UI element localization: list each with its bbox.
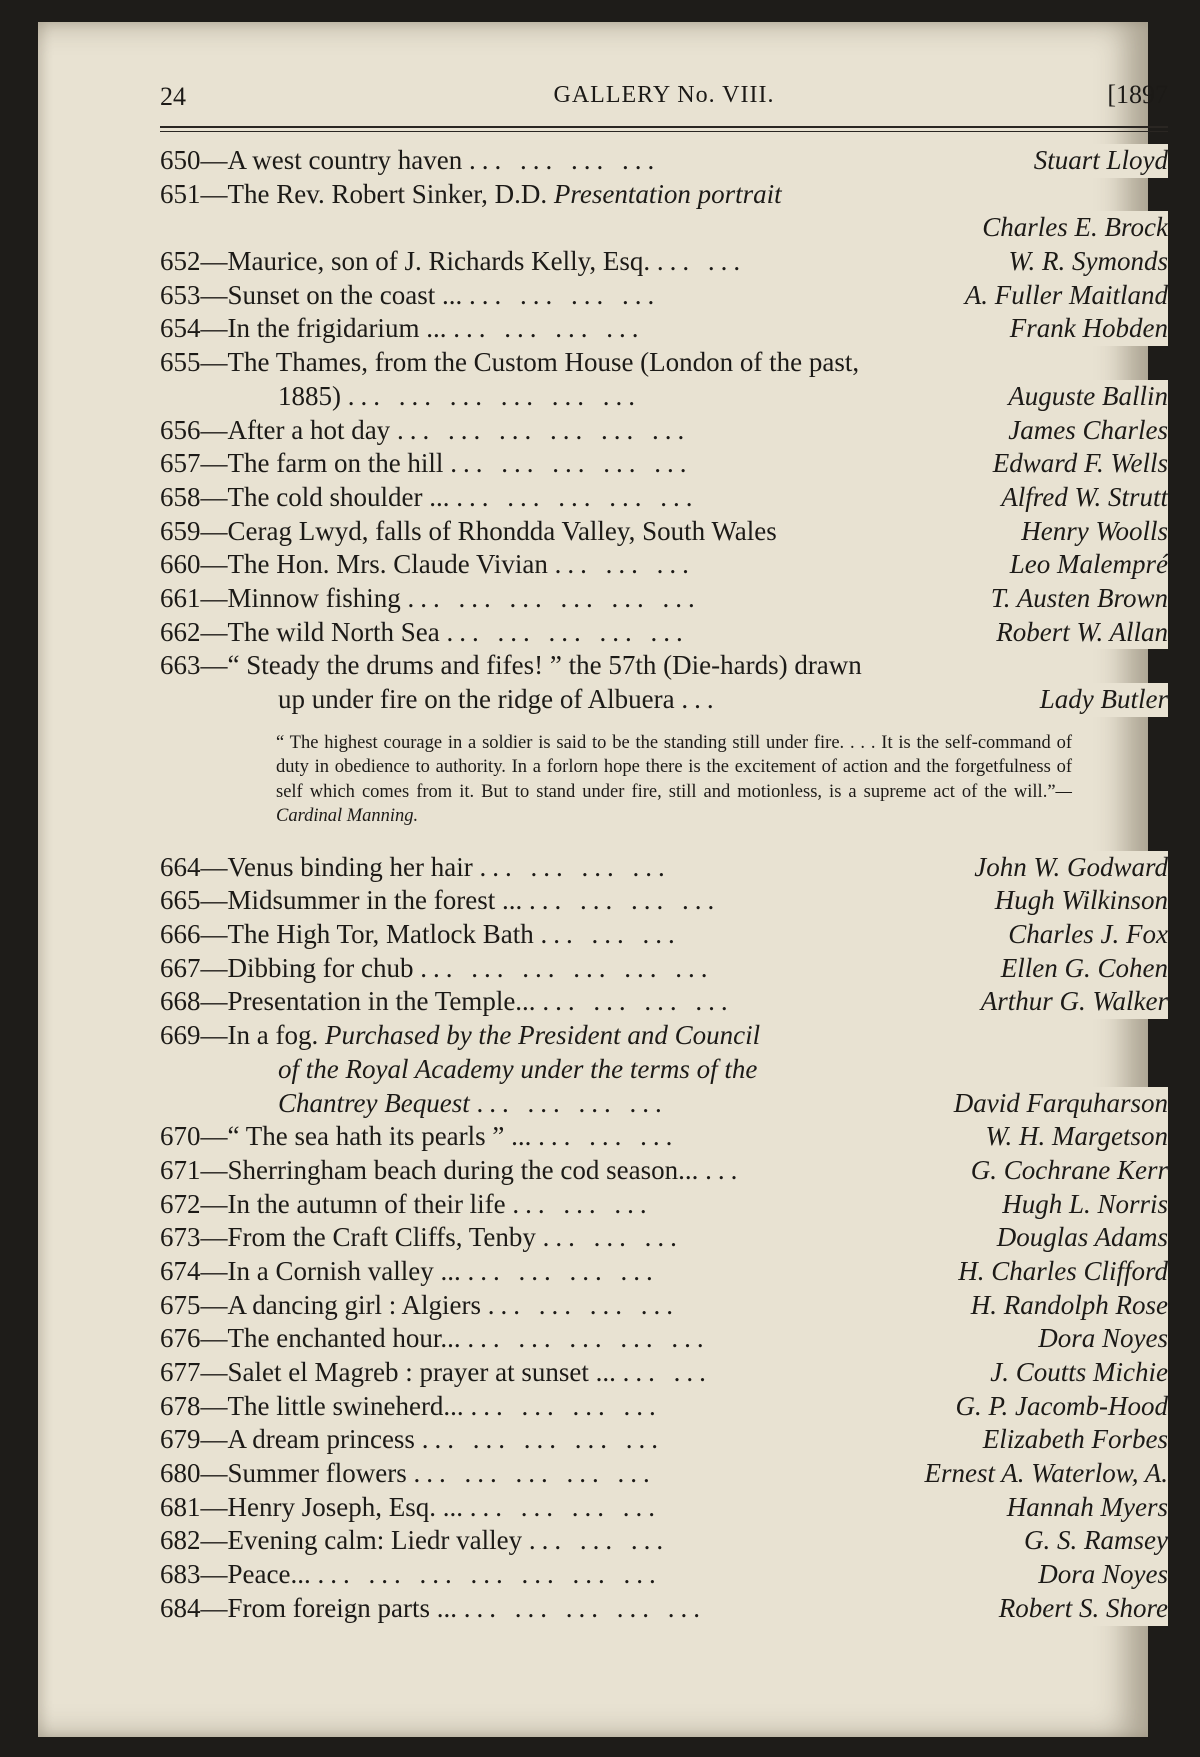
header-rule-thin [160, 131, 1168, 132]
entry-lead [160, 918, 681, 952]
entry-number: 667 [160, 952, 201, 983]
entry-title: The enchanted hour... [227, 1323, 461, 1354]
entry-lead [278, 1087, 668, 1121]
header-rule [160, 126, 1168, 128]
entry-dash: — [200, 1390, 228, 1421]
entry-lead [160, 515, 777, 549]
leader-dots: ... ... ... [554, 549, 695, 580]
entry-number: 675 [160, 1289, 201, 1320]
entry-dash: — [200, 1357, 228, 1387]
entry-number: 652 [160, 246, 201, 277]
catalogue-entry [160, 1255, 1168, 1289]
entry-artist: Lady Butler [1036, 683, 1168, 717]
entry-artist: H. Charles Clifford [954, 1255, 1168, 1289]
entry-artist: G. P. Jacomb-Hood [952, 1390, 1168, 1424]
leader-dots: ... ... ... ... [468, 279, 661, 310]
entry-dash: — [200, 952, 228, 983]
entry-title: Presentation in the Temple... [227, 986, 536, 1017]
leader-dots: ... ... [622, 1357, 712, 1387]
leader-dots: ... ... ... ... ... [446, 616, 689, 647]
leader-dots: ... ... ... [540, 919, 681, 950]
catalogue-entry [160, 1356, 1168, 1390]
entry-lead [160, 346, 859, 380]
entry-artist: Ernest A. Waterlow, A. [920, 1457, 1168, 1491]
entry-artist: Henry Woolls [1017, 515, 1168, 549]
entry-title: The wild North Sea [227, 616, 440, 647]
entry-lead [160, 1188, 653, 1222]
catalogue-entry [160, 1457, 1168, 1491]
leader-dots: ... ... ... [538, 1121, 679, 1152]
entry-title: “ Steady the drums and fifes! ” the 57th (Die-hards) drawn [227, 650, 862, 681]
entry-lead [278, 683, 720, 717]
leader-dots: ... ... ... ... [479, 851, 671, 882]
leader-dots: ... ... ... ... ... [463, 1592, 706, 1623]
entry-number: 674 [160, 1255, 201, 1286]
entry-dash: — [200, 347, 228, 378]
entry-title: up under fire on the ridge of Albuera [278, 684, 675, 714]
entry-note: Purchased by the President and Council [324, 1020, 761, 1051]
entry-artist: Alfred W. Strutt [997, 481, 1168, 515]
catalogue-entry [160, 1322, 1168, 1356]
manning-quote [276, 731, 1072, 829]
catalogue-entry [160, 851, 1168, 885]
entry-artist: Robert S. Shore [995, 1592, 1168, 1626]
leader-dots: ... ... ... ... ... ... [396, 414, 691, 445]
entry-title: From the Craft Cliffs, Tenby [227, 1222, 536, 1253]
entry-number: 682 [160, 1525, 201, 1556]
entry-number: 669 [160, 1020, 201, 1051]
entry-number: 655 [160, 347, 201, 378]
entry-lead [160, 178, 782, 212]
entry-artist: Dora Noyes [1034, 1558, 1168, 1592]
leader-dots: ... ... ... ... ... [421, 1424, 664, 1455]
entry-title: Salet el Magreb : prayer at sunset ... [227, 1357, 616, 1387]
leader-dots: ... [681, 684, 720, 714]
leader-dots: ... ... ... ... [469, 1491, 661, 1522]
entry-note: Presentation portrait [553, 178, 782, 209]
entry-number: 673 [160, 1222, 201, 1253]
entry-dash: — [200, 515, 228, 546]
entry-artist: David Farquharson [950, 1087, 1168, 1121]
entry-number: 662 [160, 616, 201, 647]
entry-title: “ The sea hath its pearls ” ... [227, 1121, 532, 1152]
entry-number: 663 [160, 650, 201, 681]
catalogue-entry [160, 582, 1168, 616]
catalogue-entry [160, 1558, 1168, 1592]
entry-title: Sherringham beach during the cod season... [227, 1154, 699, 1185]
entry-note: Chantrey Bequest [278, 1087, 470, 1118]
entry-title: 1885) [278, 380, 341, 411]
leader-dots: ... ... ... [542, 1222, 683, 1253]
entry-artist: Charles E. Brock [978, 211, 1168, 245]
entry-dash: — [200, 1289, 228, 1320]
entry-number: 680 [160, 1458, 201, 1489]
entry-title: The cold shoulder ... [227, 481, 450, 512]
quote-text: “ The highest courage in a soldier is said to be the standing still under fire. . . . It is the self-command of duty in obedience to authority. In a forlorn hope there is the excitement of action and the forgetfulness of self which comes from it. But to stand under fire, still and motionless, is a supreme act of the will.” [276, 732, 1072, 802]
catalogue-entry [160, 380, 1168, 414]
entry-number: 657 [160, 448, 201, 479]
entry-dash: — [200, 1592, 228, 1623]
entry-number: 677 [160, 1357, 201, 1387]
entry-lead [160, 414, 690, 448]
catalogue-entry [160, 952, 1168, 986]
entry-number: 668 [160, 986, 201, 1017]
entry-dash: — [200, 919, 228, 950]
catalogue-entry [160, 985, 1168, 1019]
leader-dots: ... ... ... ... [528, 885, 721, 916]
entry-artist: Douglas Adams [993, 1221, 1168, 1255]
leader-dots: ... ... ... ... [467, 1255, 659, 1286]
entry-lead [160, 481, 698, 515]
entry-lead [160, 985, 734, 1019]
entry-number: 653 [160, 279, 201, 310]
entry-number: 678 [160, 1390, 201, 1421]
entry-lead [160, 1390, 662, 1424]
entry-title: Peace... [227, 1559, 311, 1590]
entry-lead [160, 312, 644, 346]
entry-list-b [160, 851, 1168, 1626]
entry-note: of the Royal Academy under the terms of the [278, 1053, 758, 1084]
entry-dash: — [200, 582, 228, 613]
leader-dots: ... ... ... ... [487, 1289, 679, 1320]
entry-title: Henry Joseph, Esq. ... [227, 1491, 463, 1522]
entry-artist: T. Austen Brown [987, 582, 1168, 616]
entry-lead [278, 1053, 757, 1087]
catalogue-entry [160, 211, 1168, 245]
catalogue-entry [160, 683, 1168, 717]
entry-artist: Frank Hobden [1006, 312, 1168, 346]
entry-title: In the autumn of their life [227, 1188, 506, 1219]
catalogue-entry [160, 1491, 1168, 1525]
leader-dots: ... ... ... ... [453, 313, 645, 344]
entry-lead [160, 952, 713, 986]
entry-artist: John W. Godward [970, 851, 1168, 885]
entry-dash: — [200, 1559, 228, 1590]
leader-dots: ... ... ... ... ... ... ... [317, 1559, 662, 1590]
entry-dash: — [200, 178, 228, 209]
entry-title: The farm on the hill [227, 448, 444, 479]
leader-dots: ... ... ... ... [542, 986, 734, 1017]
leader-dots: ... ... [656, 246, 747, 277]
leader-dots: ... ... ... ... ... [450, 448, 693, 479]
entry-dash: — [200, 1255, 228, 1286]
entry-dash: — [200, 448, 228, 479]
entry-dash: — [200, 145, 228, 175]
entry-artist: Hannah Myers [1003, 1491, 1168, 1525]
catalogue-entry [160, 447, 1168, 481]
entry-lead [160, 548, 695, 582]
entry-lead [160, 649, 862, 683]
page-number: 24 [160, 82, 186, 111]
entry-title: Minnow fishing [227, 582, 401, 613]
entry-title: In a fog. [227, 1020, 319, 1051]
entry-title: Maurice, son of J. Richards Kelly, Esq. [227, 246, 651, 277]
leader-dots: ... ... ... [528, 1525, 670, 1556]
entry-lead [160, 1154, 743, 1188]
leader-dots: ... ... ... ... ... ... [420, 952, 714, 983]
entry-lead [160, 1255, 659, 1289]
entry-lead [160, 1019, 760, 1053]
entry-title: A dancing girl : Algiers [227, 1289, 481, 1320]
catalogue-entry [160, 1289, 1168, 1323]
leader-dots: ... [705, 1154, 744, 1185]
entry-dash: — [200, 1525, 228, 1556]
entry-artist: Arthur G. Walker [977, 985, 1168, 1019]
entry-dash: — [200, 1188, 228, 1219]
entry-title: Cerag Lwyd, falls of Rhondda Valley, South Wales [227, 515, 777, 546]
entry-dash: — [200, 549, 228, 580]
entry-artist: Leo Malempré [1006, 548, 1168, 582]
gallery-title: GALLERY No. VIII. [553, 82, 775, 108]
leader-dots: ... ... ... ... ... [467, 1323, 710, 1354]
entry-title: The Rev. Robert Sinker, D.D. [227, 178, 548, 209]
catalogue-entry [160, 1390, 1168, 1424]
entry-title: A west country haven [227, 145, 463, 175]
entry-dash: — [200, 279, 228, 310]
catalogue-entry [160, 1221, 1168, 1255]
leader-dots: ... ... ... ... [470, 1390, 662, 1421]
entry-lead [160, 1289, 679, 1323]
catalogue-entry [160, 1053, 1168, 1087]
entry-dash: — [200, 1323, 228, 1354]
entry-artist: Ellen G. Cohen [997, 952, 1168, 986]
page-year: [1897 [1107, 80, 1168, 109]
entry-title: The Hon. Mrs. Claude Vivian [227, 549, 548, 580]
leader-dots: ... ... ... ... [476, 1087, 668, 1118]
entry-number: 684 [160, 1592, 201, 1623]
entry-title: The Thames, from the Custom House (London of the past, [227, 347, 860, 378]
entry-title: A dream princess [227, 1424, 415, 1455]
catalogue-entry [160, 1592, 1168, 1626]
entry-title: After a hot day [227, 414, 391, 445]
entry-number: 681 [160, 1491, 201, 1522]
entry-lead [160, 1322, 710, 1356]
entry-dash: — [200, 414, 228, 445]
catalogue-entry [160, 515, 1168, 549]
entry-lead [160, 1457, 656, 1491]
entry-number: 660 [160, 549, 201, 580]
entry-artist: Hugh L. Norris [998, 1188, 1168, 1222]
entry-lead [160, 1356, 712, 1390]
entry-artist: Charles J. Fox [1004, 918, 1168, 952]
catalogue-entry [160, 918, 1168, 952]
entry-number: 676 [160, 1323, 201, 1354]
entry-dash: — [200, 313, 228, 344]
entry-title: The little swineherd... [227, 1390, 464, 1421]
entry-lead [160, 1592, 706, 1626]
entry-artist: Hugh Wilkinson [991, 884, 1168, 918]
entry-number: 679 [160, 1424, 201, 1455]
catalogue-entry [160, 1019, 1168, 1053]
entry-number: 658 [160, 481, 201, 512]
entry-title: Evening calm: Liedr valley [227, 1525, 523, 1556]
entry-artist: Edward F. Wells [989, 447, 1168, 481]
entry-lead [160, 851, 671, 885]
entry-title: Dibbing for chub [227, 952, 414, 983]
entry-number: 672 [160, 1188, 201, 1219]
entry-lead [160, 1120, 678, 1154]
entry-lead [160, 245, 746, 279]
entry-lead [160, 582, 701, 616]
entry-number: 665 [160, 885, 201, 916]
entry-number: 651 [160, 178, 201, 209]
entry-dash: — [200, 885, 228, 916]
entry-lead [160, 884, 720, 918]
entry-artist: J. Coutts Michie [986, 1356, 1168, 1390]
leader-dots: ... ... ... [512, 1188, 653, 1219]
entry-dash: — [200, 986, 228, 1017]
entry-number: 656 [160, 414, 201, 445]
catalogue-entry [160, 279, 1168, 313]
entry-list-a [160, 144, 1168, 717]
entry-dash: — [200, 851, 228, 882]
entry-number: 670 [160, 1121, 201, 1152]
leader-dots: ... ... ... ... ... [456, 481, 699, 512]
entry-dash: — [200, 1222, 228, 1253]
entry-lead [160, 144, 660, 178]
catalogue-entry [160, 1120, 1168, 1154]
entry-title: Summer flowers [227, 1458, 407, 1489]
entry-dash: — [200, 1154, 228, 1185]
quote-attribution: —Cardinal Manning. [276, 781, 1072, 827]
entry-dash: — [200, 1020, 228, 1051]
entry-number: 664 [160, 851, 201, 882]
entry-artist: W. H. Margetson [981, 1120, 1168, 1154]
catalogue-entries [160, 144, 1168, 1626]
entry-lead [160, 1423, 664, 1457]
leader-dots: ... ... ... ... ... ... [347, 380, 641, 411]
catalogue-entry [160, 178, 1168, 212]
catalogue-entry [160, 1154, 1168, 1188]
catalogue-entry [160, 1524, 1168, 1558]
entry-artist: James Charles [1004, 414, 1168, 448]
catalogue-entry [160, 1188, 1168, 1222]
leader-dots: ... ... ... ... ... ... [407, 582, 701, 613]
entry-dash: — [200, 1121, 228, 1152]
entry-title: From foreign parts ... [227, 1592, 457, 1623]
entry-title: Sunset on the coast ... [227, 279, 463, 310]
entry-artist: H. Randolph Rose [967, 1289, 1168, 1323]
entry-lead [160, 279, 660, 313]
entry-artist: Robert W. Allan [992, 616, 1168, 650]
entry-title: In a Cornish valley ... [227, 1255, 461, 1286]
leader-dots: ... ... ... ... ... [413, 1458, 656, 1489]
entry-number: 661 [160, 582, 201, 613]
catalogue-entry [160, 245, 1168, 279]
catalogue-entry [160, 616, 1168, 650]
entry-title: The High Tor, Matlock Bath [227, 919, 534, 950]
catalogue-page [38, 22, 1168, 1737]
entry-dash: — [200, 1424, 228, 1455]
entry-dash: — [200, 650, 228, 681]
entry-artist: Elizabeth Forbes [979, 1423, 1168, 1457]
catalogue-entry [160, 481, 1168, 515]
leader-dots: ... ... ... ... [468, 145, 661, 175]
entry-number: 671 [160, 1154, 201, 1185]
catalogue-entry [160, 312, 1168, 346]
catalogue-entry [160, 144, 1168, 178]
page-header [160, 66, 1168, 126]
entry-number: 666 [160, 919, 201, 950]
entry-lead [160, 1491, 661, 1525]
catalogue-entry [160, 649, 1168, 683]
entry-artist: W. R. Symonds [1005, 245, 1169, 279]
entry-dash: — [200, 1458, 228, 1489]
entry-dash: — [200, 1491, 228, 1522]
catalogue-entry [160, 414, 1168, 448]
entry-number: 683 [160, 1559, 201, 1590]
entry-artist: Stuart Lloyd [1030, 144, 1168, 178]
catalogue-entry [160, 346, 1168, 380]
catalogue-entry [160, 1423, 1168, 1457]
entry-artist: G. Cochrane Kerr [967, 1154, 1168, 1188]
entry-lead [160, 616, 689, 650]
entry-artist: Auguste Ballin [1004, 380, 1168, 414]
catalogue-entry [160, 1087, 1168, 1121]
catalogue-entry [160, 548, 1168, 582]
entry-title: Midsummer in the forest ... [227, 885, 523, 916]
entry-title: In the frigidarium ... [227, 313, 447, 344]
entry-title: Venus binding her hair [227, 851, 473, 882]
entry-lead [160, 447, 692, 481]
catalogue-entry [160, 884, 1168, 918]
entry-artist: G. S. Ramsey [1020, 1524, 1168, 1558]
entry-artist: Dora Noyes [1034, 1322, 1168, 1356]
entry-lead [278, 380, 641, 414]
entry-lead [160, 1558, 662, 1592]
entry-dash: — [200, 481, 228, 512]
entry-number: 654 [160, 313, 201, 344]
entry-lead [160, 1524, 669, 1558]
entry-dash: — [200, 616, 228, 647]
entry-artist: A. Fuller Maitland [961, 279, 1168, 313]
entry-dash: — [200, 246, 228, 277]
entry-lead [160, 1221, 683, 1255]
entry-number: 650 [160, 145, 201, 175]
entry-number: 659 [160, 515, 201, 546]
